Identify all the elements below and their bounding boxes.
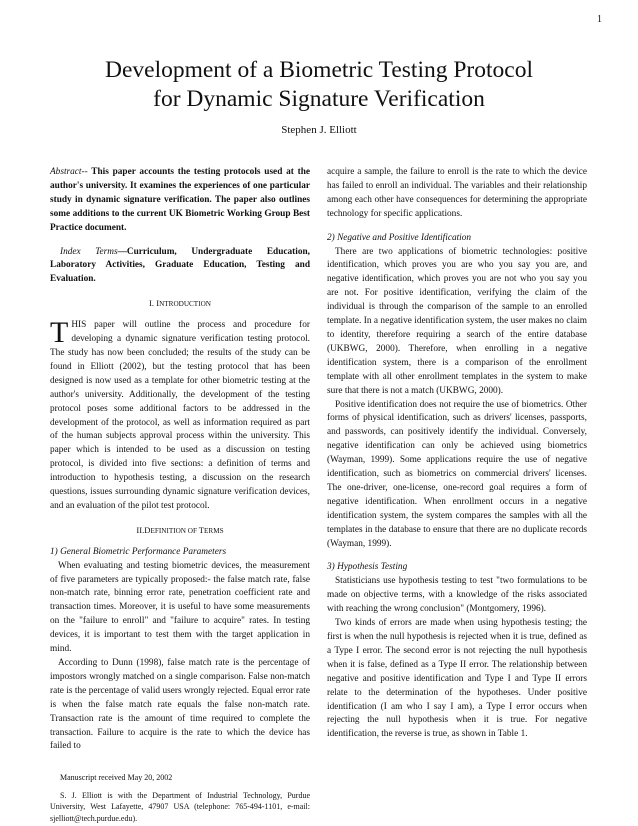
- author-name: Stephen J. Elliott: [281, 124, 357, 136]
- hypothesis-paragraph-1: Statisticians use hypothesis testing to test "two formulations to be made on objective terms, with a knowledge of the risks associated with reaching the wrong conclusion" (Montgomery, 1996).: [327, 576, 587, 615]
- introduction-paragraph: [50, 316, 310, 514]
- paper-title-line-2: for Dynamic Signature Verification: [153, 86, 485, 112]
- performance-parameters-paragraph-2: According to Dunn (1998), false match rate is the percentage of impostors wrongly matched on a single comparison. False non-match rate is the percentage of valid users wrongly rejected. Equal error rate is when the false match rate equals the false non-match rate. Transaction rate is the amount of time required to complete the transaction. Failure to acquire is the rate to which the device has failed to: [50, 658, 310, 752]
- heading-rest: ERMS: [204, 526, 224, 535]
- abstract: [50, 166, 310, 236]
- right-column: [327, 166, 587, 742]
- subsection-heading-performance-parameters: 1) General Biometric Performance Parameters: [50, 546, 227, 557]
- section-heading-introduction: [50, 297, 310, 312]
- identification-paragraph-2: Positive identification does not require the use of biometrics. Other forms of physical identification, such as drivers' licenses, passports, and passwords, can positively identify the individual. Conversely, negative identification can only be achieved using biometrics (Wayman, 1999). Some applications require the use of negative identification, such as biometrics on commercial drivers' licenses. The one-driver, one-license, one-record goal requires a form of negative identification. When enrollment occurs in a negative identification system, the system compares the samples with all the templates in the database to ensure that there are no duplicate records (Wayman, 1999).: [327, 399, 587, 549]
- subsection-heading-hypothesis-testing: 3) Hypothesis Testing: [327, 562, 408, 573]
- footnote-received: Manuscript received May 20, 2002: [60, 773, 173, 783]
- section-number: I.: [149, 298, 157, 309]
- subsection-heading-identification: 2) Negative and Positive Identification: [327, 232, 472, 243]
- left-column: [50, 166, 310, 824]
- drop-cap: T: [50, 316, 69, 350]
- heading-middle: EFINITION OF: [150, 526, 199, 535]
- page-number: 1: [597, 14, 602, 25]
- hypothesis-paragraph-2: Two kinds of errors are made when using hypothesis testing; the first is when the null hypothesis is rejected when it is true, defined as a Type I error. The second error is not rejecting the null hypothesis when it is false, defined as a Type II error. The relationship between negative and positive identification and Type I and Type II errors relate to the determination of the hypotheses. Under positive identification (I am who I say I am), a Type I error occurs when rejecting the null hypothesis when it is true. For negative identification, the reverse is true, as shown in Table 1.: [327, 618, 587, 740]
- heading-initial: D: [144, 524, 151, 535]
- continued-paragraph: acquire a sample, the failure to enroll is the rate to which the device has failed to enroll an individual. The variables and their relationship among each other have consequences for determining the appropriate technology for specific applications.: [327, 167, 587, 219]
- heading-initial: T: [198, 524, 205, 535]
- paper-title: [40, 56, 598, 114]
- abstract-text: This paper accounts the testing protocols used at the author's university. It examines the experiences of one particular study in dynamic signature verification. The paper also outlines some additions to the current UK Biometric Working Group Best Practice document.: [50, 167, 310, 233]
- paper-title-line-1: Development of a Biometric Testing Protocol: [104, 57, 533, 83]
- footnote-affiliation: S. J. Elliott is with the Department of Industrial Technology, Purdue University, West Lafayette, 47907 USA (telephone: 765-494-1101, e-mail: sjelliott@tech.purdue.edu).: [50, 790, 310, 823]
- section-number: II.: [136, 524, 145, 535]
- identification-paragraph-1: There are two applications of biometric technologies: positive identification, which proves you are who you say you are, and negative identification, which proves you are not who you say you are not. For positive identification, verifying the claim of the individual is through the comparison of the sample to an enrolled template. In a negative identification system, the user makes no claim to identity, therefore requiring a search of the entire database (UKBWG, 2000). Therefore, when enrolling in a negative identification system, there is a comparison of the enrollment template with all other enrollment templates in the system to make sure that there is not a match (UKBWG, 2000).: [327, 246, 587, 396]
- heading-initial: I: [156, 298, 160, 309]
- index-terms-text: —Curriculum, Undergraduate Education, Laboratory Activities, Graduate Education, Testing and Evaluation.: [50, 246, 310, 285]
- index-terms-label: Index Terms: [60, 246, 118, 257]
- footnotes: [50, 772, 310, 824]
- section-heading-definitions: [50, 524, 310, 539]
- performance-parameters-paragraph-1: When evaluating and testing biometric devices, the measurement of five parameters are typically proposed:- the false match rate, false non-match rate, binning error rate, penetration coefficient rate and transaction times. Moreover, it is useful to have some measurements on the "failure to enroll" and "failure to acquire" rates. In testing devices, it is important to test them with the target application in mind.: [50, 560, 310, 655]
- introduction-text: HIS paper will outline the process and procedure for developing a dynamic signature verification testing protocol. The study has now been concluded; the results of the study can be found in Elliott (2002), but the testing protocol that has been designed is now used as a template for other biometric testing at the author's university. Additionally, the development of the testing protocol poses some additional factors to be addressed in the development of the protocol, as well as information required as part of the human subjects approval process within the university. This paper which is intended to be used as a discussion on testing protocol, is divided into five sections: a definition of terms and introduction to hypothesis testing, a discussion on the research questions, issues surrounding dynamic signature verification devices, and an evaluation of the pilot test protocol.: [50, 320, 310, 511]
- index-terms: [50, 246, 310, 288]
- abstract-label: Abstract--: [50, 167, 88, 177]
- heading-rest: NTRODUCTION: [159, 300, 211, 309]
